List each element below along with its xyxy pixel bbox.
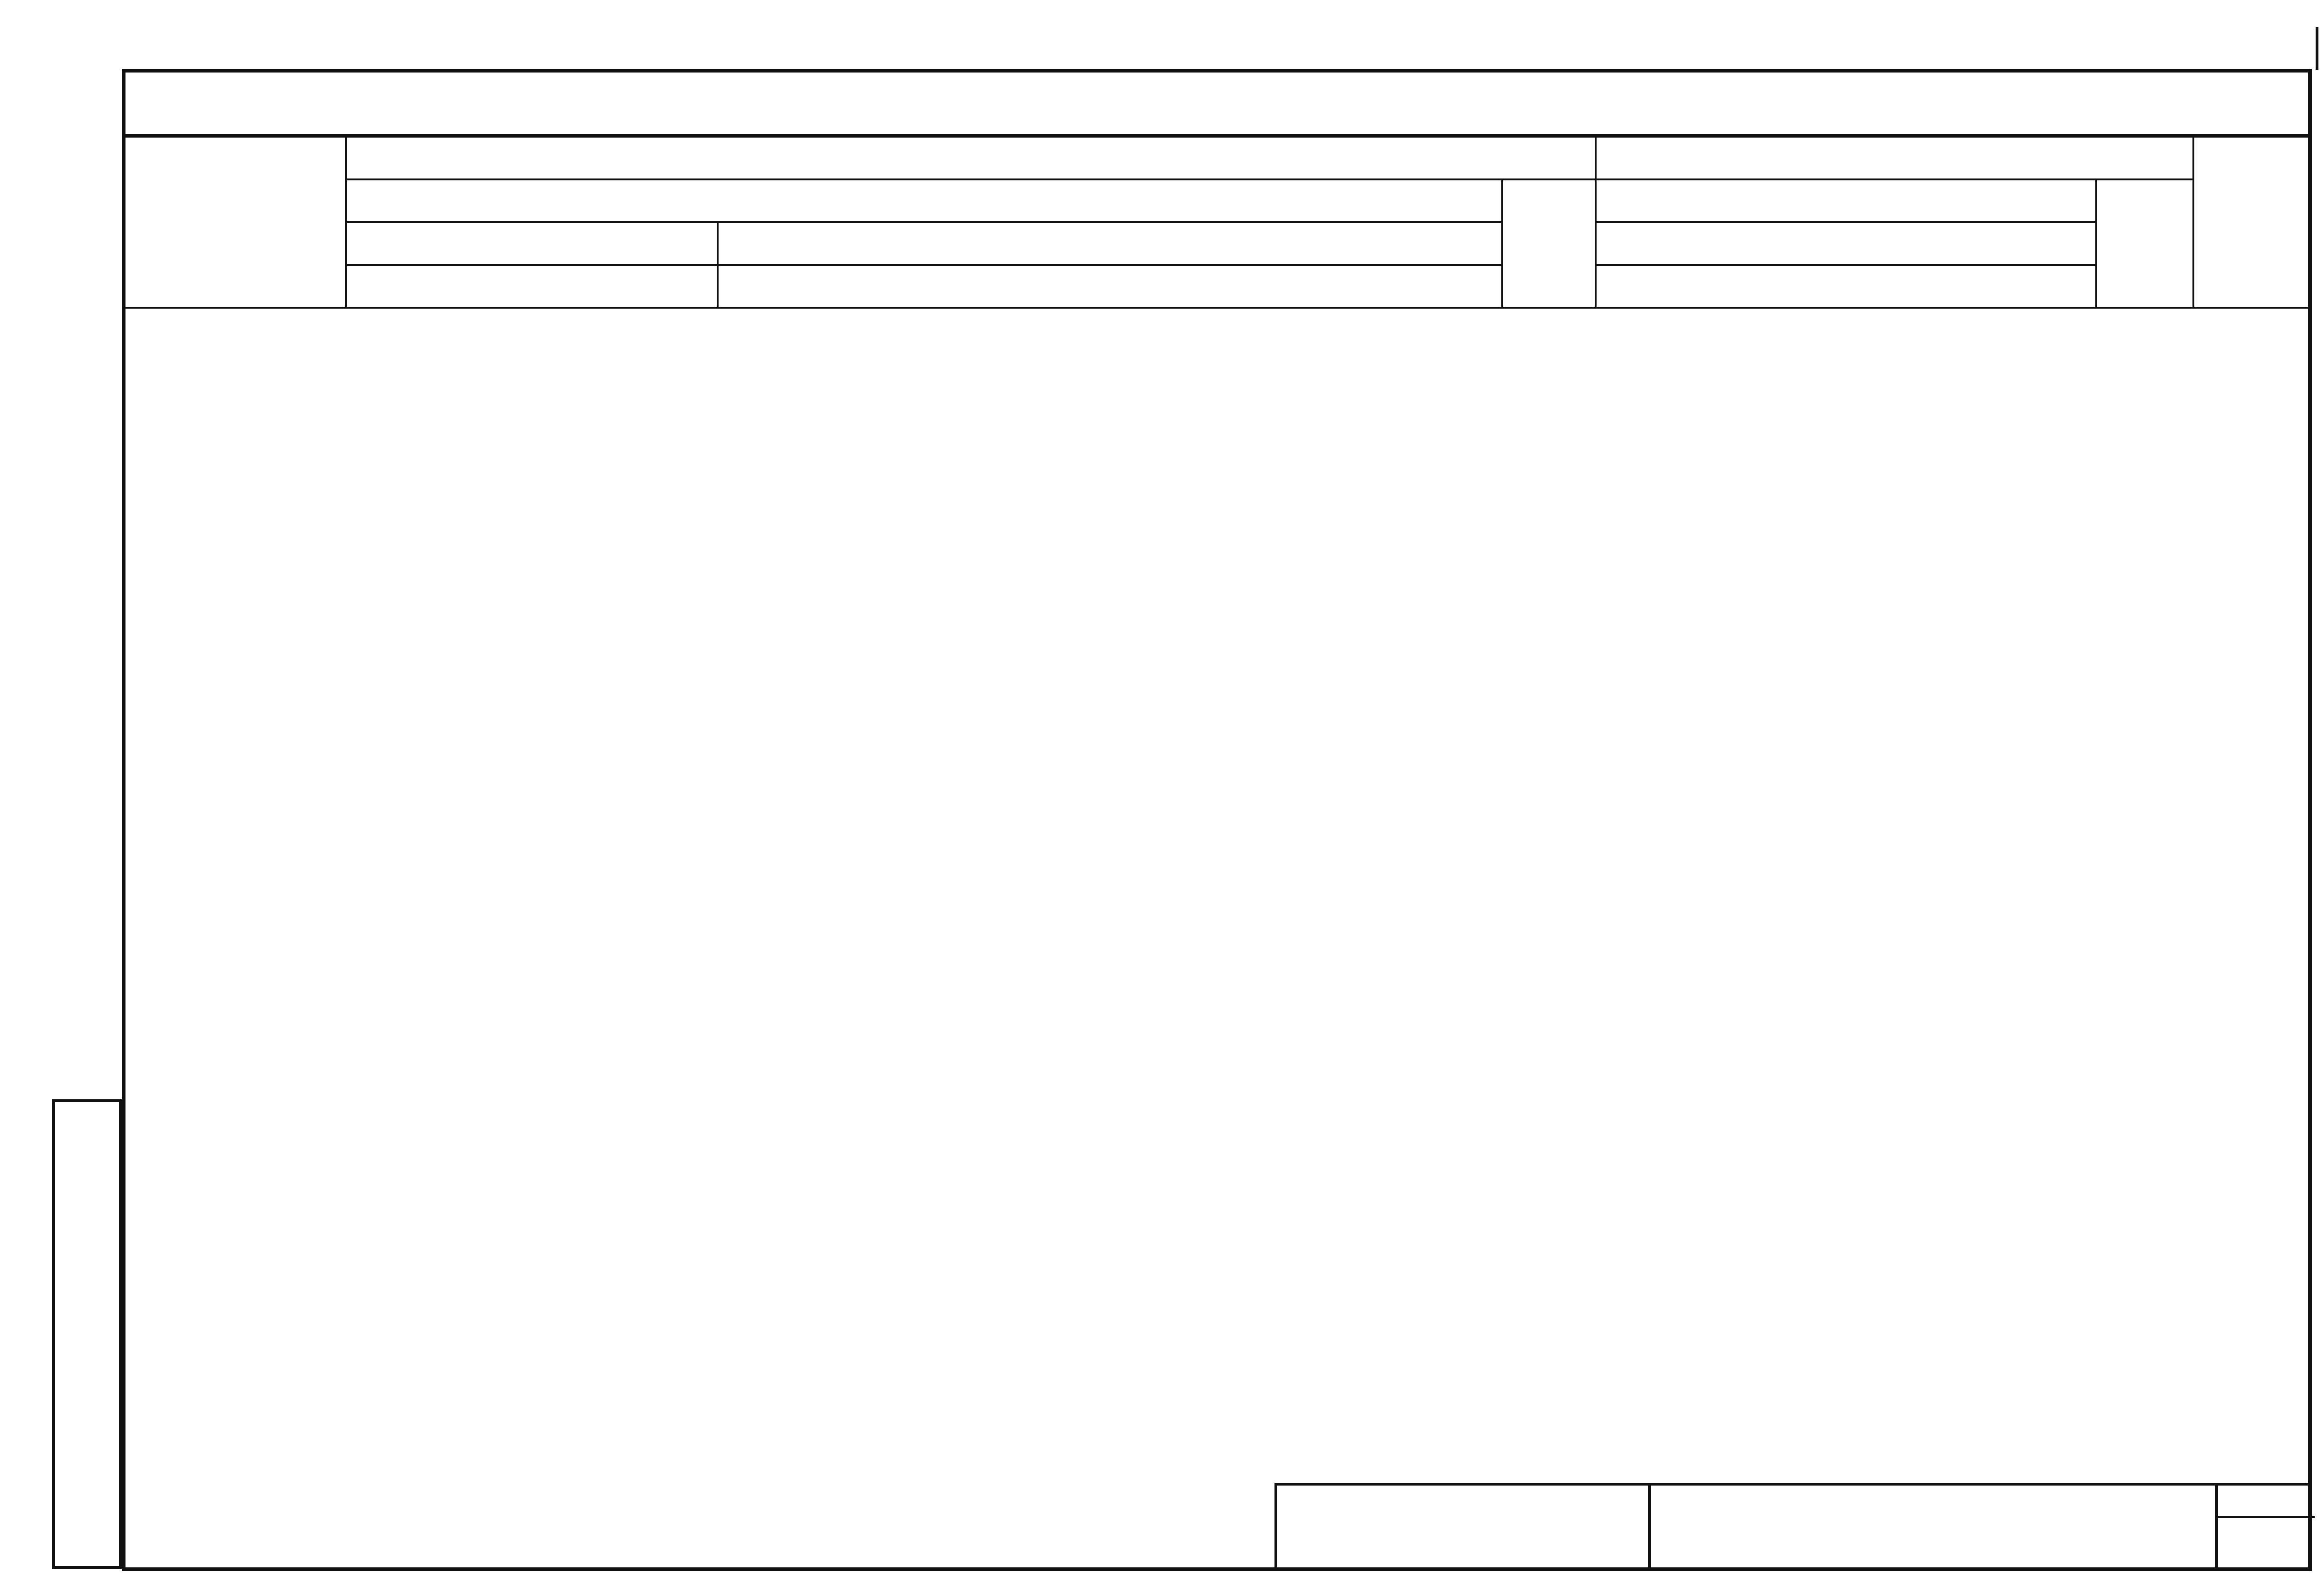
title-block [1274,1483,2312,1571]
document-code [1648,1486,2215,1571]
header-row-1 [123,137,2311,179]
gost-a1-header [346,265,718,308]
reinforcement-class-header [346,179,1503,222]
embedded-products-header [1596,137,2193,179]
class-a1-header [346,222,718,265]
sheet-number [2218,1518,2315,1571]
page-number-tick [2316,27,2318,70]
sheet-box [2215,1486,2315,1571]
header-row-4 [123,265,2311,308]
gost-a3-header [718,265,1502,308]
overall-header [2193,137,2311,308]
reinforcement-products-header [346,137,1596,179]
embedded-total-header [2096,179,2193,308]
mark-header [123,137,346,308]
gost-rolled-header [1596,265,2097,308]
class-a3-header [718,222,1502,265]
title-block-grid [1277,1486,1648,1571]
specification-table [122,136,2312,309]
steel-grade-header [1596,222,2097,265]
top-band [122,69,2312,137]
reinforcement-total-header [1502,179,1595,308]
sheet-label [2218,1486,2315,1518]
rolled-grade-header [1596,179,2097,222]
side-stamp [52,1099,122,1569]
header-row-2 [123,179,2311,222]
header-row-3 [123,222,2311,265]
